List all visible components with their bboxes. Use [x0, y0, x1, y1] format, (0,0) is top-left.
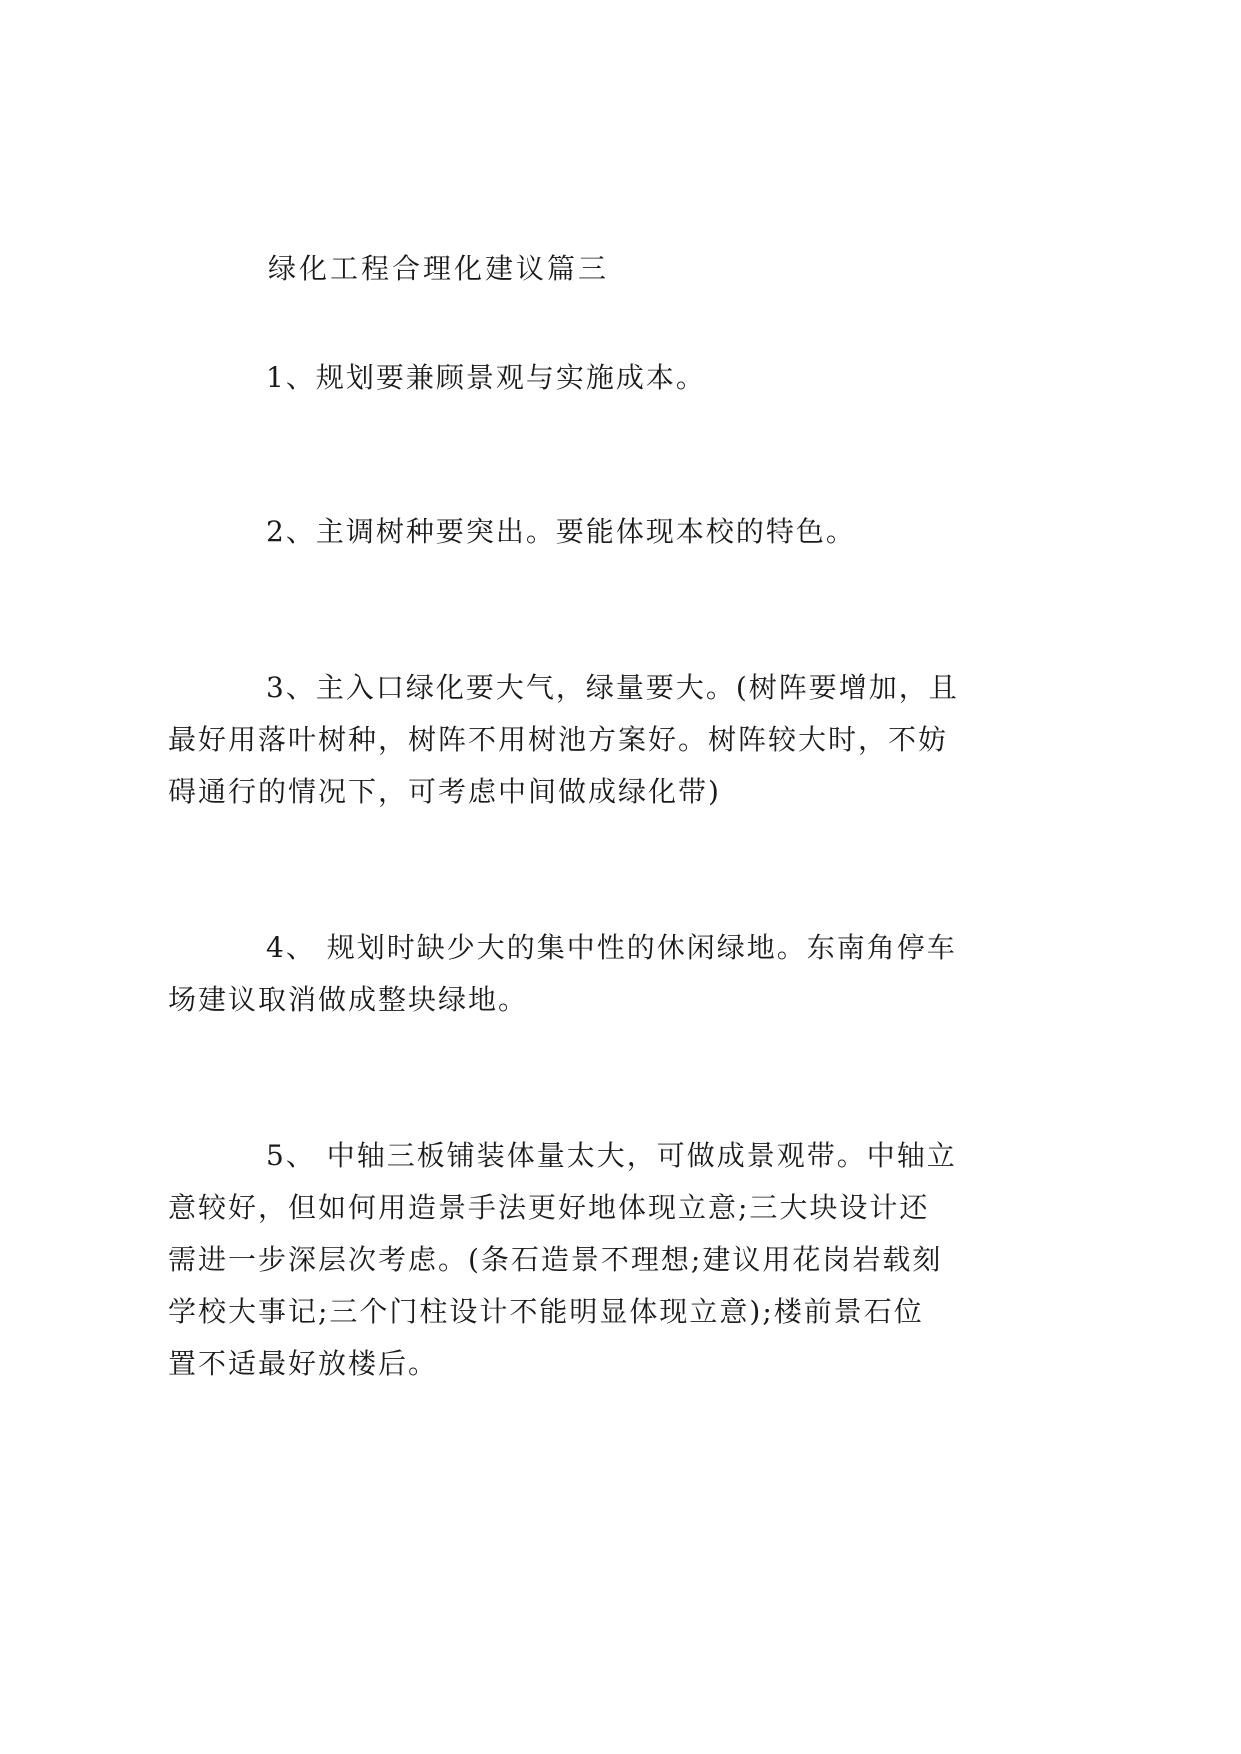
paragraph-5 — [168, 1130, 957, 1390]
paragraph-1 — [168, 352, 943, 404]
paragraph-line: 碍通行的情况下，可考虑中间做成绿化带) — [168, 775, 721, 808]
document-title: 绿化工程合理化建议篇三 — [268, 252, 610, 285]
paragraph-line: 4、 规划时缺少大的集中性的休闲绿地。东南角停车 — [266, 931, 957, 964]
paragraph-line: 需进一步深层次考虑。(条石造景不理想;建议用花岗岩载刻 — [168, 1243, 943, 1276]
paragraph-line: 2、主调树种要突出。要能体现本校的特色。 — [266, 515, 856, 548]
paragraph-line: 5、 中轴三板铺装体量太大，可做成景观带。中轴立 — [266, 1139, 957, 1172]
paragraph-2 — [168, 506, 943, 558]
paragraph-3 — [168, 662, 959, 818]
paragraph-line: 意较好，但如何用造景手法更好地体现立意;三大块设计还 — [168, 1191, 930, 1224]
paragraph-line: 学校大事记;三个门柱设计不能明显体现立意);楼前景石位 — [168, 1295, 924, 1328]
paragraph-4 — [168, 922, 957, 1026]
paragraph-line: 1、规划要兼顾景观与实施成本。 — [266, 361, 706, 394]
paragraph-line: 最好用落叶树种，树阵不用树池方案好。树阵较大时，不妨 — [168, 723, 949, 756]
paragraph-line: 置不适最好放楼后。 — [168, 1347, 439, 1380]
paragraph-line: 3、主入口绿化要大气，绿量要大。(树阵要增加，且 — [266, 671, 959, 704]
paragraph-line: 场建议取消做成整块绿地。 — [168, 983, 529, 1016]
